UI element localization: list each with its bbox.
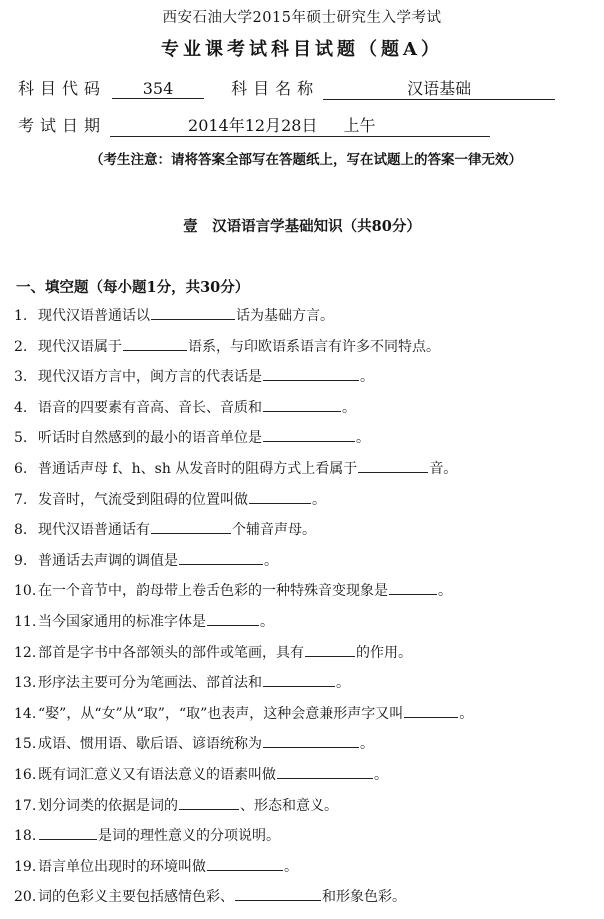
question-item: [14, 305, 334, 325]
question-number: 19.: [14, 858, 37, 875]
question-number: 11.: [14, 614, 37, 630]
question-number: 5.: [14, 430, 28, 447]
part-title: 一、填空题（每小题1分，共30分）: [16, 279, 250, 296]
answer-blank: [263, 733, 359, 748]
question-text-end: 和形象色彩。: [322, 889, 406, 906]
answer-blank: [277, 764, 373, 779]
question-item: [14, 764, 388, 784]
subject-name-label: 科目名称: [231, 79, 320, 98]
question-item: [14, 672, 350, 692]
question-number: 10.: [14, 583, 37, 600]
subject-code-value: 354: [112, 79, 204, 99]
subject-code-row: [18, 76, 555, 100]
question-text-end: 。: [360, 736, 374, 753]
question-number: 16.: [14, 767, 37, 783]
question-text-end: 话为基础方言。: [236, 308, 334, 324]
question-text: 划分词类的依据是词的: [38, 797, 178, 814]
question-text: 现代汉语属于: [38, 338, 122, 355]
question-text: 普通话声母 f、h、sh 从发音时的阻碍方式上看属于: [38, 461, 358, 477]
question-text-end: 。: [264, 552, 278, 569]
question-number: 15.: [14, 736, 37, 753]
question-item: [14, 366, 374, 386]
exam-date-value: 2014年12月28日: [188, 116, 318, 135]
question-number: 8.: [14, 522, 28, 539]
question-text-end: 。: [336, 675, 350, 692]
question-item: [14, 642, 412, 662]
question-text-end: 个辅音声母。: [232, 522, 316, 539]
section-title: 壹 汉语语言学基础知识（共80分）: [183, 218, 421, 235]
question-text: 语言单位出现时的环境叫做: [38, 858, 206, 875]
question-text-end: 。: [356, 430, 370, 447]
exam-title: 专业课考试科目试题（题A）: [161, 39, 443, 60]
question-item: [14, 856, 298, 876]
question-text: 发音时，气流受到阻碍的位置叫做: [38, 491, 248, 508]
answer-blank: [358, 458, 428, 473]
answer-blank: [263, 366, 359, 381]
question-text-end: 。: [342, 399, 356, 416]
question-item: [14, 611, 274, 631]
question-text-end: 。: [312, 491, 326, 508]
question-number: 7.: [14, 491, 28, 508]
question-item: [14, 703, 473, 723]
question-item: [14, 458, 457, 478]
question-number: 2.: [14, 338, 28, 355]
question-text: 当今国家通用的标准字体是: [38, 614, 206, 630]
question-item: [14, 795, 338, 815]
question-item: [14, 550, 278, 570]
question-text-end: 。: [260, 614, 274, 630]
question-item: [14, 397, 356, 417]
question-number: 4.: [14, 399, 28, 416]
question-text: 在一个音节中，韵母带上卷舌色彩的一种特殊音变现象是: [38, 583, 388, 600]
answer-blank: [179, 795, 239, 810]
subject-code-label: 科目代码: [18, 79, 107, 98]
answer-blank: [263, 397, 341, 412]
question-text: 现代汉语方言中，闽方言的代表话是: [38, 369, 262, 386]
answer-blank: [207, 856, 283, 871]
exam-date-line: [110, 113, 490, 137]
answer-blank: [305, 642, 355, 657]
question-number: 6.: [14, 461, 28, 477]
school-header: 西安石油大学2015年硕士研究生入学考试: [162, 10, 442, 26]
question-text-end: 是词的理性意义的分项说明。: [98, 828, 280, 845]
question-text-end: 。: [284, 858, 298, 875]
question-item: [14, 580, 452, 600]
question-text-end: 语系，与印欧语系语言有许多不同特点。: [188, 338, 440, 355]
answer-blank: [404, 703, 458, 718]
question-number: 14.: [14, 705, 37, 722]
question-text-end: 。: [360, 369, 374, 386]
question-number: 18.: [14, 828, 37, 845]
answer-blank: [235, 886, 321, 901]
answer-blank: [389, 580, 437, 595]
question-number: 17.: [14, 797, 37, 814]
question-number: 1.: [14, 308, 28, 324]
question-item: [14, 519, 316, 539]
question-text: 听话时自然感到的最小的语音单位是: [38, 430, 262, 447]
question-text: 既有词汇意义又有语法意义的语素叫做: [38, 767, 276, 783]
question-text-end: 。: [459, 705, 474, 722]
question-text-end: 的作用。: [356, 644, 412, 661]
subject-name-value: 汉语基础: [323, 76, 555, 100]
answer-blank: [263, 672, 335, 687]
answer-blank: [39, 825, 97, 840]
question-text-end: 、形态和意义。: [240, 797, 338, 814]
question-item: [14, 336, 440, 356]
exam-date-label: 考试日期: [18, 116, 107, 135]
answer-blank: [151, 519, 231, 534]
question-text: 词的色彩义主要包括感情色彩、: [38, 889, 234, 906]
question-text: 部首是字书中各部领头的部件或笔画，具有: [38, 644, 304, 661]
exam-date-period: 上午: [343, 116, 376, 135]
question-text-end: 音。: [429, 461, 458, 477]
question-item: [14, 825, 280, 845]
question-text: 普通话去声调的调值是: [38, 552, 178, 569]
question-number: 9.: [14, 552, 28, 569]
question-text: 现代汉语普通话有: [38, 522, 150, 539]
exam-date-row: [18, 113, 490, 137]
answer-blank: [249, 489, 311, 504]
question-text-end: 。: [438, 583, 452, 600]
question-number: 20.: [14, 889, 37, 906]
question-item: [14, 886, 406, 906]
answer-blank: [263, 427, 355, 442]
question-number: 3.: [14, 369, 28, 386]
question-number: 13.: [14, 675, 37, 692]
question-text: “娶”，从“女”从“取”，“取”也表声，这种会意兼形声字又叫: [38, 705, 404, 722]
question-text-end: 。: [374, 767, 388, 783]
question-item: [14, 733, 374, 753]
exam-notice: （考生注意：请将答案全部写在答题纸上，写在试题上的答案一律无效）: [90, 152, 522, 168]
answer-blank: [151, 305, 235, 320]
question-item: [14, 489, 326, 509]
answer-blank: [179, 550, 263, 565]
answer-blank: [123, 336, 187, 351]
question-item: [14, 427, 370, 447]
question-text: 成语、惯用语、歇后语、谚语统称为: [38, 736, 262, 753]
question-text: 形序法主要可分为笔画法、部首法和: [38, 675, 262, 692]
question-number: 12.: [14, 644, 37, 661]
answer-blank: [207, 611, 259, 626]
question-text: 语音的四要素有音高、音长、音质和: [38, 399, 262, 416]
question-text: 现代汉语普通话以: [38, 308, 150, 324]
